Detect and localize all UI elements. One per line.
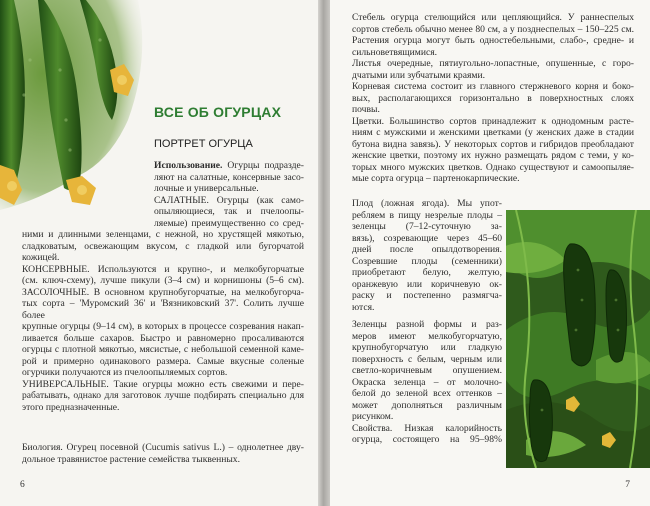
text-line: вых, располагающихся горизонтально в поверхностных слоях почвы. [352, 92, 634, 115]
text-line: ними и длинными зеленцами, с нежной, но хрустящей мякотью, [22, 229, 304, 240]
page-number-left: 6 [20, 480, 25, 490]
page-title: ВСЕ ОБ ОГУРЦАХ [154, 104, 282, 120]
text-line: ЗАСОЛОЧНЫЕ. В основном крупнобугорчатые, на мелкобугорча- [22, 286, 304, 298]
text-line: ляемые) преимущественно со сред- [154, 217, 304, 229]
text-line: раску и постепенно размягча- [352, 290, 502, 301]
text-line: лочные и универсальные. [154, 183, 259, 194]
text-line: этого предназначенные. [22, 401, 120, 413]
text-line: кожицей. [22, 252, 60, 263]
plant-description [352, 12, 634, 185]
text-line: ливается больше сахаров. Быстро и равномерно просаливаются [22, 332, 304, 344]
text-line: Корневая система состоит из главного стержневого корня и боко- [352, 81, 634, 92]
text-line: поверхность с белым, черным или [352, 353, 502, 365]
text-line: Созревшие плоды (семенники) [352, 255, 502, 267]
text-line: Листья очередные, пятиугольно-лопастные, опушенные, с горо- [352, 58, 634, 69]
text-line: женские цветки, поэтому их нужно размещать рядом с теми, у ко- [352, 150, 634, 161]
text-line: КОНСЕРВНЫЕ. Используются и крупно-, и мелкобугорчатые [22, 263, 304, 275]
text-line: крупные огурцы (9–14 см), в которых в процессе созревания накап- [22, 321, 304, 332]
text-line: торых много мужских цветков. Однако существуют и самоопыляе- [352, 161, 634, 173]
left-page [0, 0, 318, 506]
text-line: светло-коричневым опушением. [352, 365, 502, 376]
text-line: Стебель огурца стелющийся или цепляющийся. У раннеспелых [352, 12, 634, 23]
section-subtitle: ПОРТРЕТ ОГУРЦА [154, 138, 253, 150]
text-line: дней после опылдотворения. [352, 244, 502, 255]
text-line: Биология. Огурец посевной (Cucumis sativus L.) – однолетнее дву- [22, 442, 304, 453]
text-line: дчатыми или зубчатыми краями. [352, 69, 485, 81]
text-line: сладковатым, освежающим вкусом, с гладкой или бугорчатой [22, 240, 304, 252]
text-line: меров имеют мелкобугорчатую, [352, 330, 502, 342]
cucumber-photo-top [0, 0, 145, 215]
text-line: дольное травянистое растение семейства тыквенных. [22, 453, 241, 465]
text-line: Зеленцы разной формы и раз- [352, 319, 502, 330]
text-line: огурцы с плотной мякотью, мясистые, с небольшой семенной каме- [22, 344, 304, 355]
text-line: мые сорта огурца – партенокарпические. [352, 173, 520, 184]
usage-text: Огурцы подразде- [222, 160, 304, 171]
types-paragraphs [22, 229, 304, 413]
usage-label: Использование. [154, 160, 223, 171]
text-line: рабатывать, однако для заготовок лучше подбирать специально для [22, 390, 304, 401]
text-line: белой до зеленой всех оттенков – [352, 388, 502, 399]
text-line: рисунком. [352, 411, 394, 422]
text-line: (см. ключ-схему), лучше пикули (3–4 см) и корнишоны (5–6 см). [22, 275, 304, 286]
text-line: сортов стебель обычно менее 80 см, а у позднеспелых – 150–225 см. [352, 23, 634, 35]
text-line: приобретают белую, желтую, [352, 267, 502, 278]
text-line: САЛАТНЫЕ. Огурцы (как само- [154, 194, 304, 206]
page-number-right: 7 [625, 480, 630, 490]
biology-paragraph [22, 442, 304, 465]
text-line: Свойства. Низкая калорийность [352, 422, 502, 434]
book-gutter [318, 0, 330, 506]
text-line: бутона видна завязь). У некоторых сортов и гибридов преобладают [352, 138, 634, 150]
text-line: УНИВЕРСАЛЬНЫЕ. Такие огурцы можно есть свежими и пере- [22, 378, 304, 390]
text-line: зеленцы (7–12-суточную за- [352, 221, 502, 232]
fruit-description [352, 198, 502, 446]
text-line: Цветки. Большинство сортов принадлежит к однодомным расте- [352, 115, 634, 127]
text-line: рой и примерно одинакового размера. Самые вкусные соленые [22, 355, 304, 367]
text-line: ются. [352, 301, 375, 313]
text-line: ляют на салатные, консервные засо- [154, 171, 304, 183]
text-line: вязь), созревающие через 45–60 [352, 232, 502, 244]
cucumber-plant-photo [506, 210, 650, 468]
text-line: тых сорта – 'Муромский 36' и 'Вязниковский 37'. Солить лучше более [22, 298, 304, 321]
text-line: огурчики получаются из пчелоопыляемых сортов. [22, 367, 228, 378]
text-line: ниям с мужскими и женскими цветками (у женских даже в стадии [352, 127, 634, 138]
text-line: Окраска зеленца – от молочно- [352, 376, 502, 388]
right-page [330, 0, 650, 506]
usage-paragraph [154, 160, 304, 229]
usage-line [154, 160, 304, 172]
text-line: опыляющиеся, так и пчелоопы- [154, 206, 304, 217]
text-line: огурца, состоящего на 95–98% [352, 434, 502, 445]
text-line: Плод (ложная ягода). Мы упот- [352, 198, 502, 209]
text-line: крупнобугорчатую или гладкую [352, 342, 502, 353]
text-line: сильноветвящимися. [352, 46, 438, 58]
text-line: Растения огурца могут быть одностебельными, слабо-, средне- и [352, 35, 634, 46]
text-line: может дополняться различным [352, 399, 502, 411]
text-line: ребляем в пищу незрелые плоды – [352, 209, 502, 221]
text-line: оранжевую или коричневую ок- [352, 278, 502, 290]
